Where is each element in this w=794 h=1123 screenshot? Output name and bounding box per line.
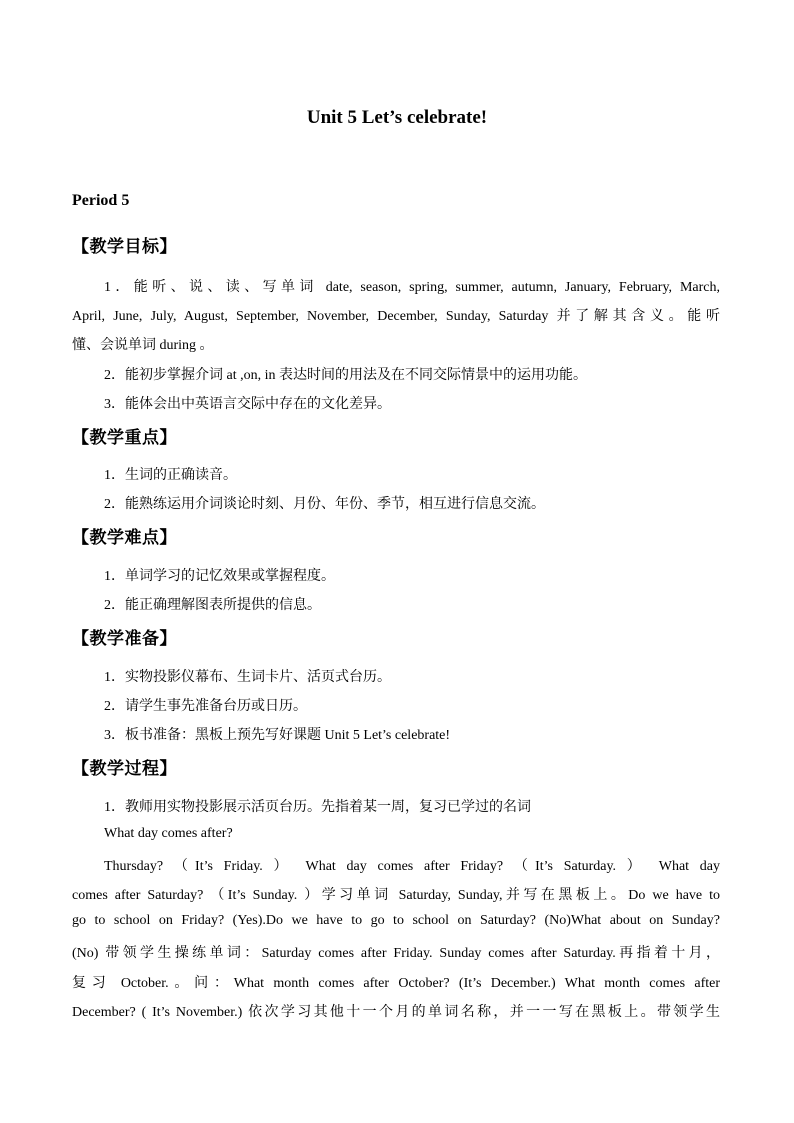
- section-heading-preparation: 【教学准备】: [72, 629, 177, 648]
- process-line-8: December? ( It’s November.) 依次学习其他十一个月的单词名称，并一一写在黑板上。带领学生: [72, 1005, 720, 1020]
- process-line-7: 复习 October.。问：What month comes after October? (It’s December.) What month comes after: [72, 976, 720, 991]
- difficulties-line-2: 2．能正确理解图表所提供的信息。: [104, 598, 321, 613]
- section-heading-key-points: 【教学重点】: [72, 428, 177, 447]
- objectives-line-5: 3．能体会出中英语言交际中存在的文化差异。: [104, 397, 391, 412]
- difficulties-line-1: 1．单词学习的记忆效果或掌握程度。: [104, 569, 335, 584]
- section-heading-difficulties: 【教学难点】: [72, 528, 177, 547]
- objectives-line-4: 2．能初步掌握介词 at ,on, in 表达时间的用法及在不同交际情景中的运用功能。: [104, 368, 587, 383]
- preparation-line-1: 1．实物投影仪幕布、生词卡片、活页式台历。: [104, 670, 391, 685]
- process-line-6: (No) 带领学生操练单词：Saturday comes after Friday. Sunday comes after Saturday.再指着十月，: [72, 946, 720, 961]
- objectives-line-3: 懂、会说单词 during 。: [72, 338, 214, 353]
- section-heading-objectives: 【教学目标】: [72, 237, 177, 256]
- key-points-line-1: 1．生词的正确读音。: [104, 468, 237, 483]
- section-heading-process: 【教学过程】: [72, 759, 177, 778]
- period-label: Period 5: [72, 192, 130, 209]
- key-points-line-2: 2．能熟练运用介词谈论时刻、月份、年份、季节，相互进行信息交流。: [104, 497, 545, 512]
- preparation-line-2: 2．请学生事先准备台历或日历。: [104, 699, 307, 714]
- document-title: Unit 5 Let’s celebrate!: [306, 107, 488, 128]
- process-line-5: go to school on Friday? (Yes).Do we have to go to school on Saturday? (No)What about on Sunday?: [72, 913, 720, 928]
- process-line-4: comes after Saturday? （It’s Sunday. ）学习单词 Saturday, Sunday,并写在黑板上。Do we have to: [72, 888, 720, 903]
- objectives-line-1: 1．能听、说、读、写单词 date, season, spring, summer, autumn, January, February, March,: [104, 280, 720, 295]
- process-line-3: Thursday? （It’s Friday. ） What day comes after Friday? （It’s Saturday. ） What day: [104, 859, 720, 874]
- preparation-line-3: 3．板书准备：黑板上预先写好课题 Unit 5 Let’s celebrate!: [104, 728, 451, 743]
- objectives-line-2: April, June, July, August, September, November, December, Sunday, Saturday 并了解其含义。能听: [72, 309, 720, 324]
- process-line-1: 1．教师用实物投影展示活页台历。先指着某一周，复习已学过的名词: [104, 800, 531, 815]
- process-line-2: What day comes after?: [104, 826, 233, 841]
